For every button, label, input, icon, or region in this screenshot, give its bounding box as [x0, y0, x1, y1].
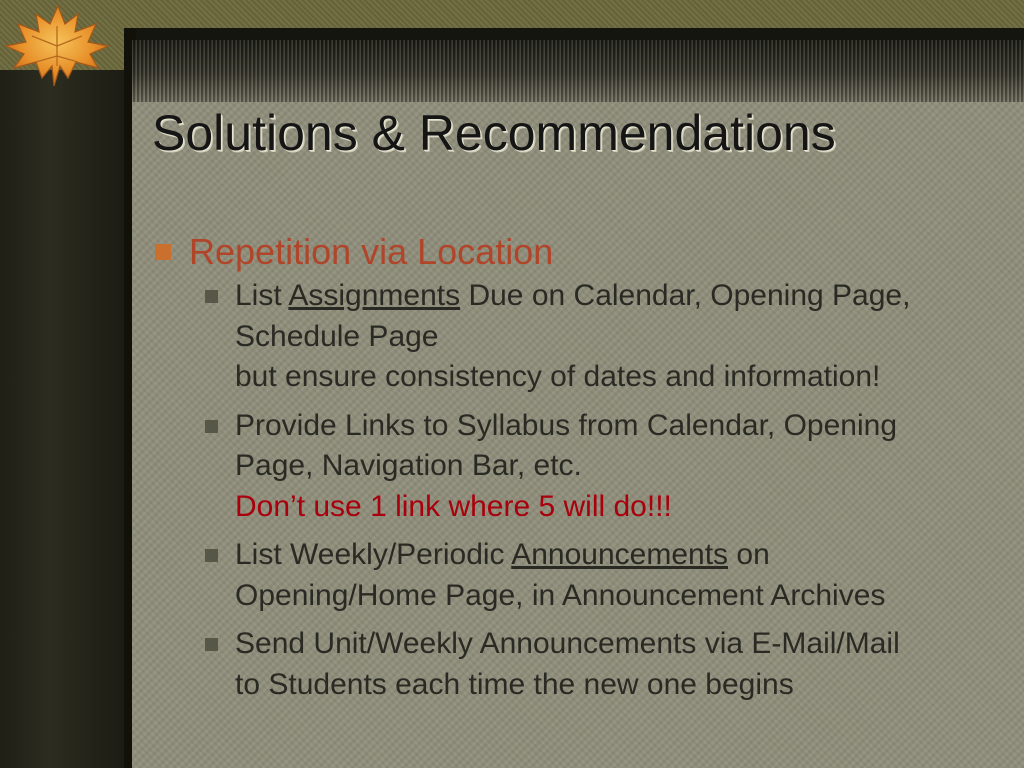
slide-body — [155, 230, 1015, 705]
list-item-line: Opening/Home Page, in Announcement Archives — [235, 578, 886, 612]
list-item — [205, 624, 1015, 705]
list-item-text — [235, 535, 885, 616]
list-item-line: Send Unit/Weekly Announcements via E-Mail/Mail — [235, 627, 900, 660]
list-item — [205, 276, 1015, 398]
heading-bullet — [155, 230, 1015, 274]
text-fragment: Due on Calendar, Opening Page, — [460, 279, 911, 312]
square-bullet-icon — [205, 290, 218, 303]
left-dark-bar — [0, 70, 124, 768]
maple-leaf-icon — [2, 2, 114, 88]
list-item-text — [235, 624, 900, 705]
slide-title: Solutions & Recommendations — [152, 105, 836, 161]
section-heading: Repetition via Location — [189, 231, 554, 272]
list-item-line: Page, Navigation Bar, etc. — [235, 449, 582, 482]
square-bullet-icon — [155, 244, 171, 260]
list-item-line: Provide Links to Syllabus from Calendar, Opening — [235, 408, 898, 442]
list-item — [205, 406, 1015, 528]
list-item — [205, 535, 1015, 616]
assignments-link[interactable]: Assignments — [288, 279, 461, 312]
list-item-line: but ensure consistency of dates and information! — [235, 360, 881, 393]
square-bullet-icon — [205, 420, 218, 433]
list-item-line — [235, 276, 910, 317]
text-fragment: List — [235, 279, 289, 312]
list-item-text — [235, 406, 897, 528]
emphasis-line: Don’t use 1 link where 5 will do!!! — [235, 489, 672, 523]
list-item-line: Schedule Page — [235, 319, 439, 353]
text-fragment: List Weekly/Periodic — [235, 538, 512, 571]
title-band — [132, 40, 1024, 102]
list-item-line: to Students each time the new one begins — [235, 667, 794, 701]
square-bullet-icon — [205, 549, 218, 562]
text-fragment: on — [728, 538, 770, 571]
list-item-line — [235, 535, 885, 576]
list-item-text — [235, 276, 910, 398]
announcements-link[interactable]: Announcements — [511, 538, 729, 571]
square-bullet-icon — [205, 638, 218, 651]
